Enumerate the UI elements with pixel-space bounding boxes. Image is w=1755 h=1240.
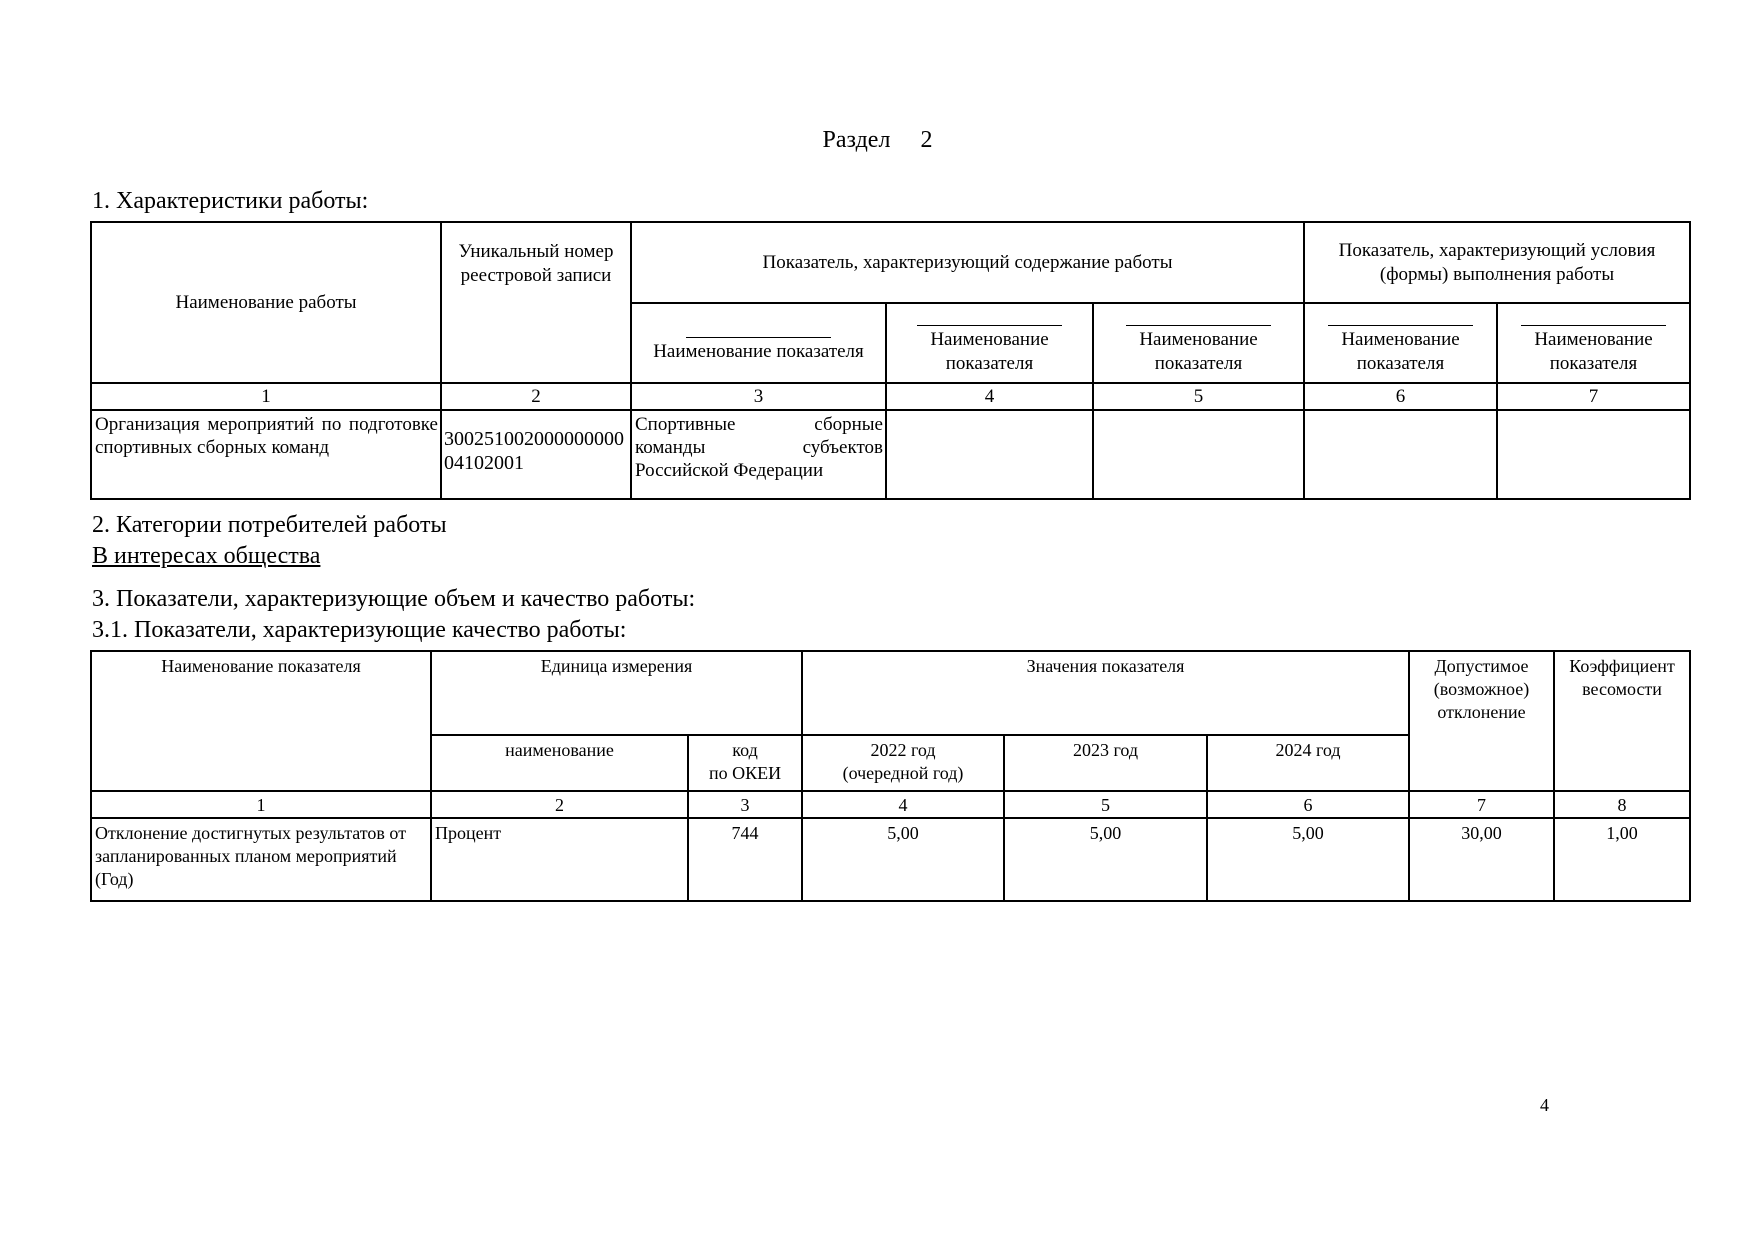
header-year-2024: 2024 год [1207,735,1409,791]
column-number-6: 6 [1207,791,1409,818]
indicator-5-cell [1093,410,1304,499]
work-name-cell: Организация мероприятий по подготовке спортивных сборных команд [91,410,441,499]
content-value-cell: Спортивные сборные команды субъектов Российской Федерации [631,410,886,499]
header-registry-number: Уникальный номер реестровой записи [441,222,631,383]
header-indicator-6: Наименование показателя [1304,303,1497,383]
consumers-heading: 2. Категории потребителей работы [92,512,447,538]
header-work-name: Наименование работы [91,222,441,383]
registry-number-cell: 30025100200000000004102001 [441,410,631,499]
column-number-7: 7 [1497,383,1690,410]
column-number-4: 4 [886,383,1093,410]
column-number-7: 7 [1409,791,1554,818]
indicator-name-cell: Отклонение достигнутых результатов от запланированных планом мероприятий (Год) [91,818,431,901]
value-2023-cell: 5,00 [1004,818,1207,901]
deviation-cell: 30,00 [1409,818,1554,901]
header-values: Значения показателя [802,651,1409,735]
header-deviation: Допустимое (возможное) отклонение [1409,651,1554,791]
column-number-2: 2 [441,383,631,410]
value-2024-cell: 5,00 [1207,818,1409,901]
column-number-6: 6 [1304,383,1497,410]
section-label: Раздел [822,127,891,153]
column-number-8: 8 [1554,791,1690,818]
column-number-3: 3 [631,383,886,410]
header-indicator-5: Наименование показателя [1093,303,1304,383]
coefficient-cell: 1,00 [1554,818,1690,901]
header-okei-code: код по ОКЕИ [688,735,802,791]
page-number: 4 [1540,1095,1549,1115]
header-year-2023: 2023 год [1004,735,1207,791]
characteristics-heading: 1. Характеристики работы: [92,188,369,214]
column-number-3: 3 [688,791,802,818]
column-number-5: 5 [1004,791,1207,818]
quality-heading: 3.1. Показатели, характеризующие качество работы: [92,617,627,643]
header-unit: Единица измерения [431,651,802,735]
column-number-1: 1 [91,791,431,818]
header-indicator-4: Наименование показателя [886,303,1093,383]
consumers-value: В интересах общества [92,543,321,569]
column-number-4: 4 [802,791,1004,818]
column-number-5: 5 [1093,383,1304,410]
value-2022-cell: 5,00 [802,818,1004,901]
header-conditions-indicator: Показатель, характеризующий условия (формы) выполнения работы [1304,222,1690,303]
header-indicator-name: Наименование показателя [91,651,431,791]
header-coefficient: Коэффициент весомости [1554,651,1690,791]
okei-code-cell: 744 [688,818,802,901]
header-year-2022: 2022 год (очередной год) [802,735,1004,791]
indicator-7-cell [1497,410,1690,499]
column-number-2: 2 [431,791,688,818]
section-title [0,125,1755,155]
quality-indicators-table [90,650,1691,902]
header-content-indicator: Показатель, характеризующий содержание работы [631,222,1304,303]
indicator-6-cell [1304,410,1497,499]
indicators-heading: 3. Показатели, характеризующие объем и качество работы: [92,586,696,612]
header-indicator-7: Наименование показателя [1497,303,1690,383]
header-unit-name: наименование [431,735,688,791]
work-characteristics-table [90,221,1691,500]
column-number-1: 1 [91,383,441,410]
section-number: 2 [920,127,933,153]
unit-name-cell: Процент [431,818,688,901]
header-indicator-3: Наименование показателя [631,303,886,383]
indicator-4-cell [886,410,1093,499]
